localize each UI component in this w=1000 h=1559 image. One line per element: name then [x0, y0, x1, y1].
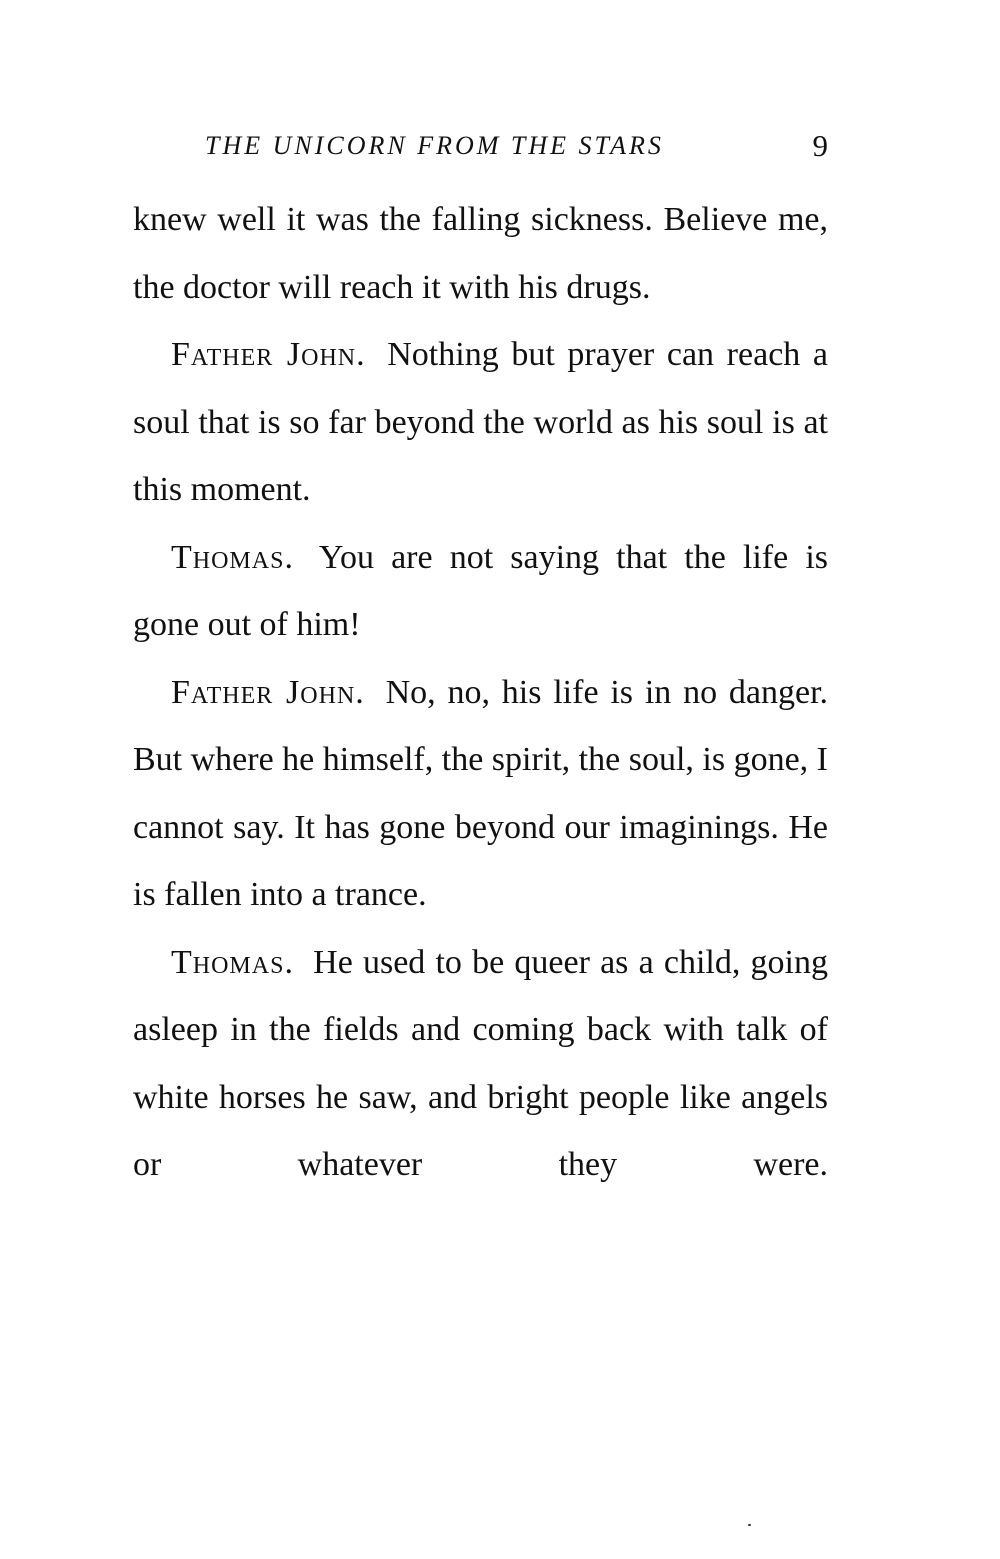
speech-father-john-1: [133, 321, 828, 524]
speaker-period: .: [356, 336, 365, 373]
speaker-name: Father John: [171, 336, 357, 373]
speaker-name: Thomas: [171, 943, 285, 981]
speech-thomas-2: [133, 929, 828, 1199]
running-head: [205, 124, 830, 168]
speech-father-john-2: [133, 659, 828, 929]
speech-text: You are not saying that the life is gone out of him!: [133, 538, 828, 643]
speaker-period: .: [284, 538, 293, 576]
speaker-period: .: [284, 943, 293, 981]
speaker-period: .: [355, 673, 364, 711]
running-title: THE UNICORN FROM THE STARS: [205, 131, 664, 160]
paragraph-continuation: [133, 186, 828, 321]
print-speck: [748, 1524, 751, 1526]
speech-text: Nothing but prayer can reach a soul that is so far beyond the world as his soul is at this moment.: [133, 336, 829, 508]
speaker-name: Father John: [171, 673, 356, 711]
page-body: [133, 186, 828, 1199]
speaker-name: Thomas: [171, 538, 285, 576]
speech-text: No, no, his life is in no danger. But where he himself, the spirit, the soul, is gone, I cannot say. It has gone beyond our imaginings. He is fallen into a trance.: [133, 673, 829, 913]
paragraph-text: knew well it was the falling sickness. Believe me, the doctor will reach it with his drugs.: [133, 201, 828, 306]
page-number: 9: [812, 128, 828, 163]
speech-text: He used to be queer as a child, going asleep in the fields and coming back with talk of white horses he saw, and bright people like angels or whatever they were.: [133, 943, 828, 1183]
speech-thomas-1: [133, 524, 828, 659]
